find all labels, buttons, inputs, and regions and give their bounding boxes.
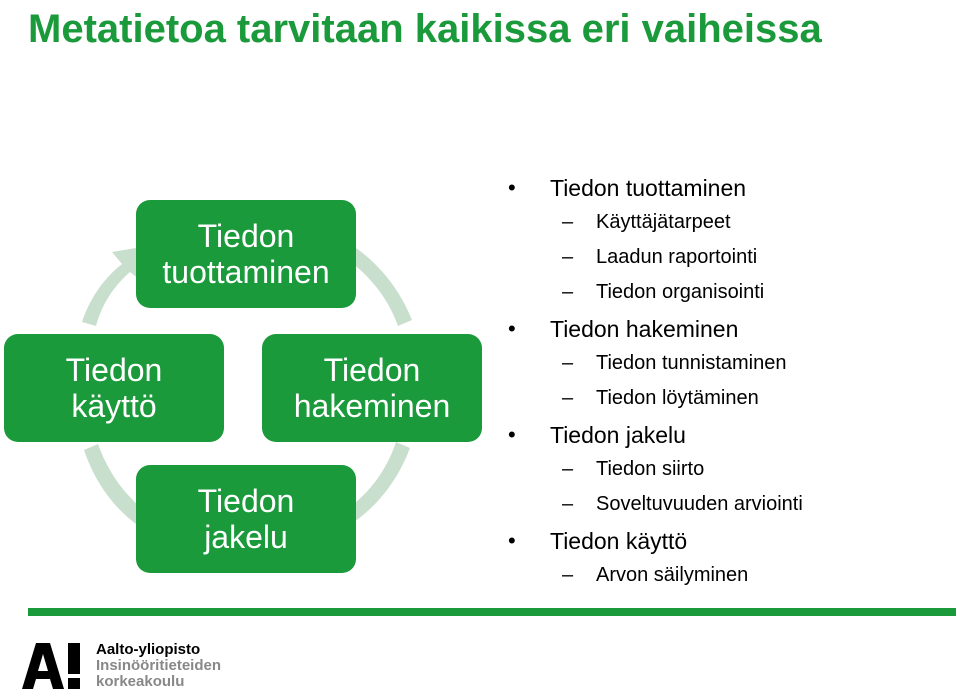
sub-bullet-label: Tiedon tunnistaminen (596, 352, 787, 374)
cycle-node-tiedon-tuottaminen: Tiedon tuottaminen (136, 200, 356, 308)
sub-bullet-dash: – (562, 211, 574, 233)
cycle-arrow-bottom-left (84, 444, 144, 524)
sub-bullet (508, 563, 948, 587)
sub-bullet-dash: – (562, 387, 574, 409)
bullet-tiedon-tuottaminen (508, 174, 948, 202)
bullet-label: Tiedon hakeminen (550, 316, 739, 342)
sub-bullet-label: Käyttäjätarpeet (596, 211, 731, 233)
footer-divider (28, 608, 956, 616)
bullet-tiedon-jakelu (508, 421, 948, 449)
bullet-label: Tiedon jakelu (550, 422, 686, 448)
sub-bullet-label: Arvon säilyminen (596, 564, 749, 586)
sub-bullet-dash: – (562, 458, 574, 480)
sub-bullet (508, 457, 948, 481)
cycle-arrow-top-right (348, 248, 412, 326)
bullet-list (508, 174, 948, 598)
sub-bullet-label: Laadun raportointi (596, 246, 758, 268)
sub-bullet-dash: – (562, 352, 574, 374)
sub-bullet-label: Tiedon siirto (596, 458, 705, 480)
logo-line-university: Aalto-yliopisto (96, 641, 201, 658)
sub-bullet-label: Soveltuvuuden arviointi (596, 493, 803, 515)
cycle-node-tiedon-kaytto: Tiedon käyttö (4, 334, 224, 442)
sub-bullet-dash: – (562, 564, 574, 586)
cycle-node-tiedon-jakelu: Tiedon jakelu (136, 465, 356, 573)
sub-bullet-dash: – (562, 246, 574, 268)
sub-bullet (508, 351, 948, 375)
sub-bullet-label: Tiedon löytäminen (596, 387, 759, 409)
bullet-dot: • (508, 422, 516, 447)
bullet-dot: • (508, 175, 516, 200)
bullet-dot: • (508, 316, 516, 341)
bullet-tiedon-hakeminen (508, 315, 948, 343)
sub-bullet (508, 492, 948, 516)
bullet-tiedon-kaytto (508, 527, 948, 555)
logo-line-school-2: korkeakoulu (96, 673, 185, 690)
aalto-logo-text (96, 642, 221, 690)
sub-bullet (508, 210, 948, 234)
sub-bullet-label: Tiedon organisointi (596, 281, 765, 303)
sub-bullet (508, 245, 948, 269)
bullet-label: Tiedon tuottaminen (550, 175, 747, 201)
bullet-dot: • (508, 528, 516, 553)
logo-line-school: Insinööritieteiden (96, 657, 222, 674)
slide-title: Metatietoa tarvitaan kaikissa eri vaiheissa (28, 7, 822, 51)
sub-bullet (508, 386, 948, 410)
sub-bullet (508, 280, 948, 304)
sub-bullet-dash: – (562, 281, 574, 303)
aalto-logo-icon (22, 643, 84, 689)
sub-bullet-dash: – (562, 493, 574, 515)
bullet-label: Tiedon käyttö (550, 528, 688, 554)
cycle-node-tiedon-hakeminen: Tiedon hakeminen (262, 334, 482, 442)
